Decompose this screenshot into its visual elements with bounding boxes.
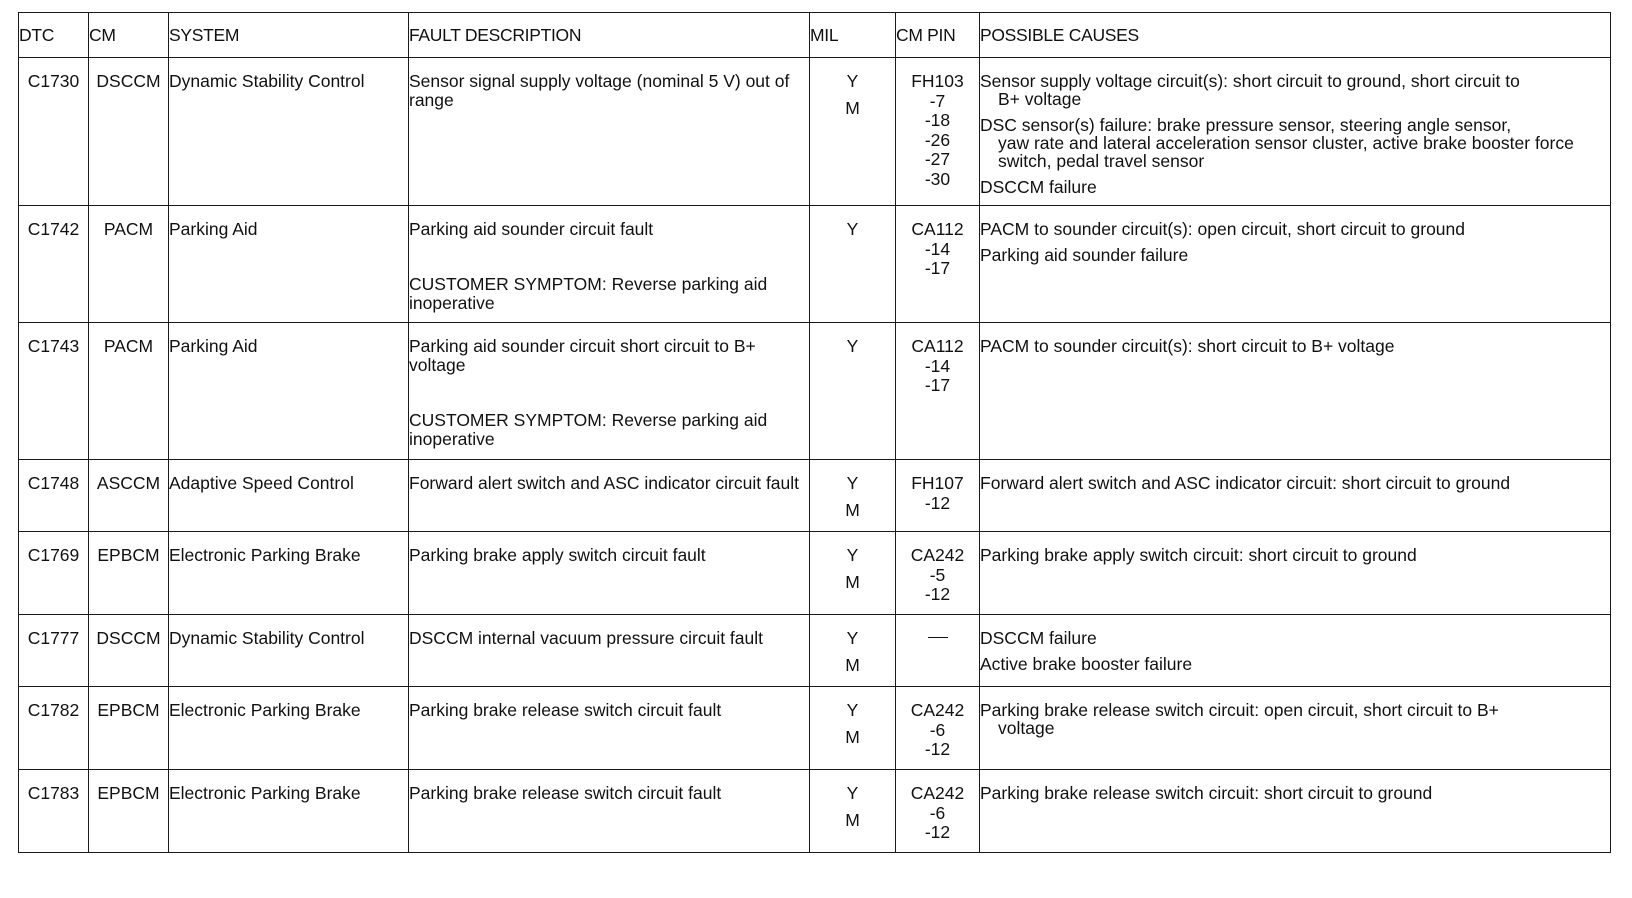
cause-item [980,629,1610,647]
cell-cm-pin [896,615,980,687]
cell-system: Electronic Parking Brake [169,687,409,770]
pin-entry: CA242 [910,700,965,720]
cause-text: Parking aid sounder failure [980,245,1189,265]
pin-entry: CA112 [911,219,964,239]
cell-cm: PACM [89,323,169,460]
cell-fault-description [409,615,810,687]
cell-dtc: C1783 [19,770,89,853]
fault-paragraph: Parking brake release switch circuit fault [409,700,722,720]
fault-paragraph: DSCCM internal vacuum pressure circuit fault [409,628,764,648]
mil-flag: Y [846,700,859,720]
mil-flag: Y [846,545,859,565]
cell-dtc: C1742 [19,206,89,323]
mil-flag: Y [846,628,859,648]
cell-possible-causes [980,532,1611,615]
fault-paragraph: Parking aid sounder circuit short circuit to B+ voltage [409,336,756,375]
table-row [19,687,1611,770]
cell-system: Dynamic Stability Control [169,615,409,687]
cause-text: PACM to sounder circuit(s): open circuit, short circuit to ground [980,219,1466,239]
cell-cm: EPBCM [89,770,169,853]
fault-paragraph: CUSTOMER SYMPTOM: Reverse parking aid inoperative [409,410,768,449]
table-row [19,323,1611,460]
dtc-table [18,12,1611,853]
cell-fault-description [409,687,810,770]
mil-flag: M [845,500,860,520]
cell-system: Electronic Parking Brake [169,532,409,615]
header-system: SYSTEM [169,13,409,58]
cell-cm-pin [896,206,980,323]
cell-fault-description [409,532,810,615]
cause-item [980,474,1610,492]
pin-entry: -6 [929,802,946,823]
cause-text-continued: yaw rate and lateral acceleration sensor cluster, active brake booster force switch, pedal travel sensor [998,133,1574,171]
cell-cm-pin [896,770,980,853]
pin-entry: -18 [924,110,951,130]
table-row [19,770,1611,853]
cell-cm: PACM [89,206,169,323]
table-row [19,206,1611,323]
pin-entry: -14 [924,355,951,376]
cell-dtc: C1748 [19,460,89,532]
cell-dtc: C1743 [19,323,89,460]
fault-paragraph: Sensor signal supply voltage (nominal 5 V) out of range [409,71,790,110]
table-row [19,532,1611,615]
header-row [19,13,1611,58]
table-row [19,615,1611,687]
pin-entry: FH103 [911,71,964,91]
fault-paragraph: Parking aid sounder circuit fault [409,219,654,239]
mil-flag: M [845,98,860,118]
mil-flag: Y [846,473,859,493]
cell-fault-description [409,460,810,532]
cell-mil [810,460,896,532]
cause-text-continued: voltage [998,718,1055,738]
cause-text: DSC sensor(s) failure: brake pressure sensor, steering angle sensor, [980,115,1512,135]
cause-item [980,655,1610,673]
cell-mil [810,58,896,206]
cell-cm: DSCCM [89,615,169,687]
cell-possible-causes [980,206,1611,323]
cell-mil [810,206,896,323]
header-cm: CM [89,13,169,58]
cell-system: Dynamic Stability Control [169,58,409,206]
cell-possible-causes [980,770,1611,853]
cell-dtc: C1777 [19,615,89,687]
cause-text: Sensor supply voltage circuit(s): short circuit to ground, short circuit to [980,71,1520,91]
cause-item [980,784,1610,802]
pin-entry: -7 [929,90,946,111]
table-row [19,460,1611,532]
header-cm-pin: CM PIN [896,13,980,58]
cell-mil [810,687,896,770]
cell-dtc: C1782 [19,687,89,770]
fault-paragraph: Forward alert switch and ASC indicator circuit fault [409,473,800,493]
pin-entry: -12 [924,492,951,513]
header-dtc: DTC [19,13,89,58]
cause-text: Parking brake apply switch circuit: short circuit to ground [980,545,1417,565]
mil-flag: M [845,810,860,830]
mil-flag: Y [846,219,859,239]
cell-mil [810,323,896,460]
cell-system: Adaptive Speed Control [169,460,409,532]
pin-entry: CA242 [910,545,965,565]
no-pin-dash [928,637,948,638]
fault-paragraph: Parking brake release switch circuit fault [409,783,722,803]
pin-entry: -6 [929,719,946,740]
pin-entry: CA242 [910,783,965,803]
cell-cm-pin [896,687,980,770]
cause-text: Parking brake release switch circuit: short circuit to ground [980,783,1433,803]
cell-cm: DSCCM [89,58,169,206]
cause-item [980,337,1610,355]
mil-flag: M [845,727,860,747]
cell-dtc: C1730 [19,58,89,206]
cell-fault-description [409,323,810,460]
cause-text: Parking brake release switch circuit: open circuit, short circuit to B+ [980,700,1499,720]
pin-entry: FH107 [911,473,964,493]
pin-entry: -30 [924,168,951,189]
cell-fault-description [409,770,810,853]
mil-flag: Y [846,71,859,91]
cause-item [980,220,1610,238]
mil-flag: M [845,655,860,675]
header-possible-causes: POSSIBLE CAUSES [980,13,1611,58]
cause-item [980,116,1610,170]
cause-item [980,701,1610,737]
cell-possible-causes [980,323,1611,460]
pin-entry: -12 [924,739,951,759]
cell-fault-description [409,206,810,323]
cell-fault-description [409,58,810,206]
pin-entry: -17 [924,258,951,278]
fault-paragraph: CUSTOMER SYMPTOM: Reverse parking aid inoperative [409,274,768,313]
cause-item [980,72,1610,108]
header-mil: MIL [810,13,896,58]
table-row [19,58,1611,206]
cell-possible-causes [980,687,1611,770]
cause-item [980,546,1610,564]
cause-text: Forward alert switch and ASC indicator circuit: short circuit to ground [980,473,1511,493]
pin-entry: -17 [924,375,951,395]
cause-text: DSCCM failure [980,177,1097,197]
cell-dtc: C1769 [19,532,89,615]
mil-flag: Y [846,783,859,803]
pin-entry: -27 [924,149,951,169]
cell-system: Electronic Parking Brake [169,770,409,853]
pin-entry: -26 [924,129,951,150]
cause-text: DSCCM failure [980,628,1097,648]
cell-cm: EPBCM [89,532,169,615]
cell-cm-pin [896,532,980,615]
cell-possible-causes [980,58,1611,206]
cell-system: Parking Aid [169,323,409,460]
cell-mil [810,770,896,853]
cell-mil [810,615,896,687]
pin-entry: -5 [929,564,946,585]
mil-flag: Y [846,336,859,356]
cell-mil [810,532,896,615]
pin-entry: -12 [924,822,951,842]
cell-cm-pin [896,58,980,206]
cell-system: Parking Aid [169,206,409,323]
mil-flag: M [845,572,860,592]
cause-item [980,246,1610,264]
pin-entry: -14 [924,238,951,259]
cell-cm-pin [896,323,980,460]
cause-text: PACM to sounder circuit(s): short circuit to B+ voltage [980,336,1395,356]
header-fault-description: FAULT DESCRIPTION [409,13,810,58]
cell-cm-pin [896,460,980,532]
cause-text-continued: B+ voltage [998,89,1082,109]
cell-cm: ASCCM [89,460,169,532]
cell-possible-causes [980,460,1611,532]
pin-entry: CA112 [911,336,964,356]
cell-cm: EPBCM [89,687,169,770]
fault-paragraph: Parking brake apply switch circuit fault [409,545,706,565]
cause-text: Active brake booster failure [980,654,1193,674]
cause-item [980,178,1610,196]
pin-entry: -12 [924,584,951,604]
cell-possible-causes [980,615,1611,687]
